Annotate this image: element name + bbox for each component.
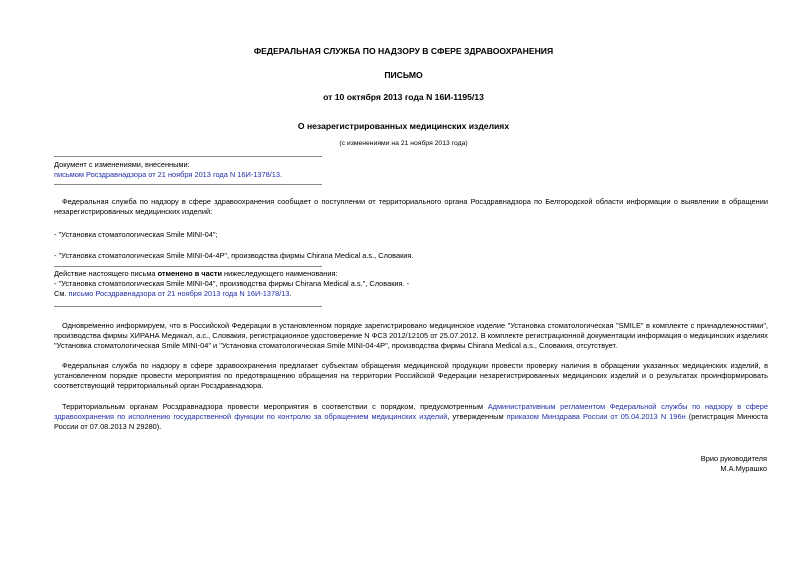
cancel-note-link[interactable]: письмо Росздравнадзора от 21 ноября 2013 года N 16И-1378/13 [68, 288, 290, 298]
regulation-link[interactable]: Административным регламентом Федеральной службы по надзору в сфере здравоохранения по исполнению государственной функции по контролю за обращением медицинских изделий [54, 402, 768, 421]
signature-title: Врио руководителя [700, 454, 767, 463]
list-item: - "Установка стоматологическая Smile MINI-04"; [54, 230, 218, 239]
cancel-note-line3: См. письмо Росздравнадзора от 21 ноября 2013 года N 16И-1378/13. [54, 288, 292, 298]
document-type: ПИСЬМО [384, 70, 423, 80]
cancel-note-line1: Действие настоящего письма отменено в части нижеследующего наименования: [54, 269, 338, 278]
cancel-note [54, 269, 474, 298]
paragraph-proposal: Федеральная служба по надзору в сфере здравоохранения предлагает субъектам обращения медицинской продукции провести проверку наличия в обращении указанных медицинских изделий, в установленном порядке провести мероприятия по предотвращению обращения на территории Российской Федерации незарегистрированных медицинских изделий и о результатах проинформировать соответствующий территориальный орган Росздравнадзора. [54, 361, 768, 390]
document-date-number: от 10 октября 2013 года N 16И-1195/13 [323, 92, 484, 102]
paragraph-registration: Одновременно информируем, что в Российской Федерации в установленном порядке зарегистрировано медицинское изделие "Установка стоматологическая "SMILE" в комплекте с принадлежностями", производства фирмы ХИРАНА Медикал, а.с., Словакия, регистрационное удостоверение N ФСЗ 2012/12105 от 25.07.2012. В комплекте регистрационной документации информация о медицинских изделиях "Установка стоматологическая Smile MINI-04" и "Установка стоматологическая Smile MINI-04-4P", производства фирмы Chirana Medical a.s., Словакия, отсутствует. [54, 321, 768, 350]
changes-note-text: Документ с изменениями, внесенными: [54, 160, 190, 169]
agency-title: ФЕДЕРАЛЬНАЯ СЛУЖБА ПО НАДЗОРУ В СФЕРЕ ЗДРАВООХРАНЕНИЯ [253, 46, 554, 56]
divider [54, 306, 322, 307]
changes-note-link[interactable]: письмом Росздравнадзора от 21 ноября 2013 года N 16И-1378/13. [54, 169, 283, 179]
order-link[interactable]: приказом Минздрава России от 05.04.2013 N 196н [506, 411, 686, 421]
revision-note: (с изменениями на 21 ноября 2013 года) [339, 140, 468, 147]
paragraph-instruction: Территориальным органам Росздравнадзора провести мероприятия в соответствии с порядком, предусмотренным Административным регламентом Федеральной службы по надзору в сфере здравоохранения по исполнению государственной функции по контролю за обращением медицинских изделий, утвержденным приказом Минздрава России от 05.04.2013 N 196н (регистрация Минюста России от 07.08.2013 N 29280). [54, 402, 768, 431]
changes-note [54, 160, 322, 180]
divider [54, 156, 322, 157]
document-subject: О незарегистрированных медицинских изделиях [297, 121, 510, 131]
signature-name: М.А.Мурашко [720, 464, 767, 473]
list-item: - "Установка стоматологическая Smile MINI-04-4P", производства фирмы Chirana Medical a.s., Словакия. [54, 251, 414, 260]
cancel-note-line2: - "Установка стоматологическая Smile MINI-04", производства фирмы Chirana Medical a.s.", Словакия. - [54, 278, 410, 288]
divider [54, 266, 322, 267]
divider [54, 184, 322, 185]
paragraph-intro: Федеральная служба по надзору в сфере здравоохранения сообщает о поступлении от территориального органа Росздравнадзора по Белгородской области информации о выявлении в обращении незарегистрированных медицинских изделий: [54, 197, 768, 216]
